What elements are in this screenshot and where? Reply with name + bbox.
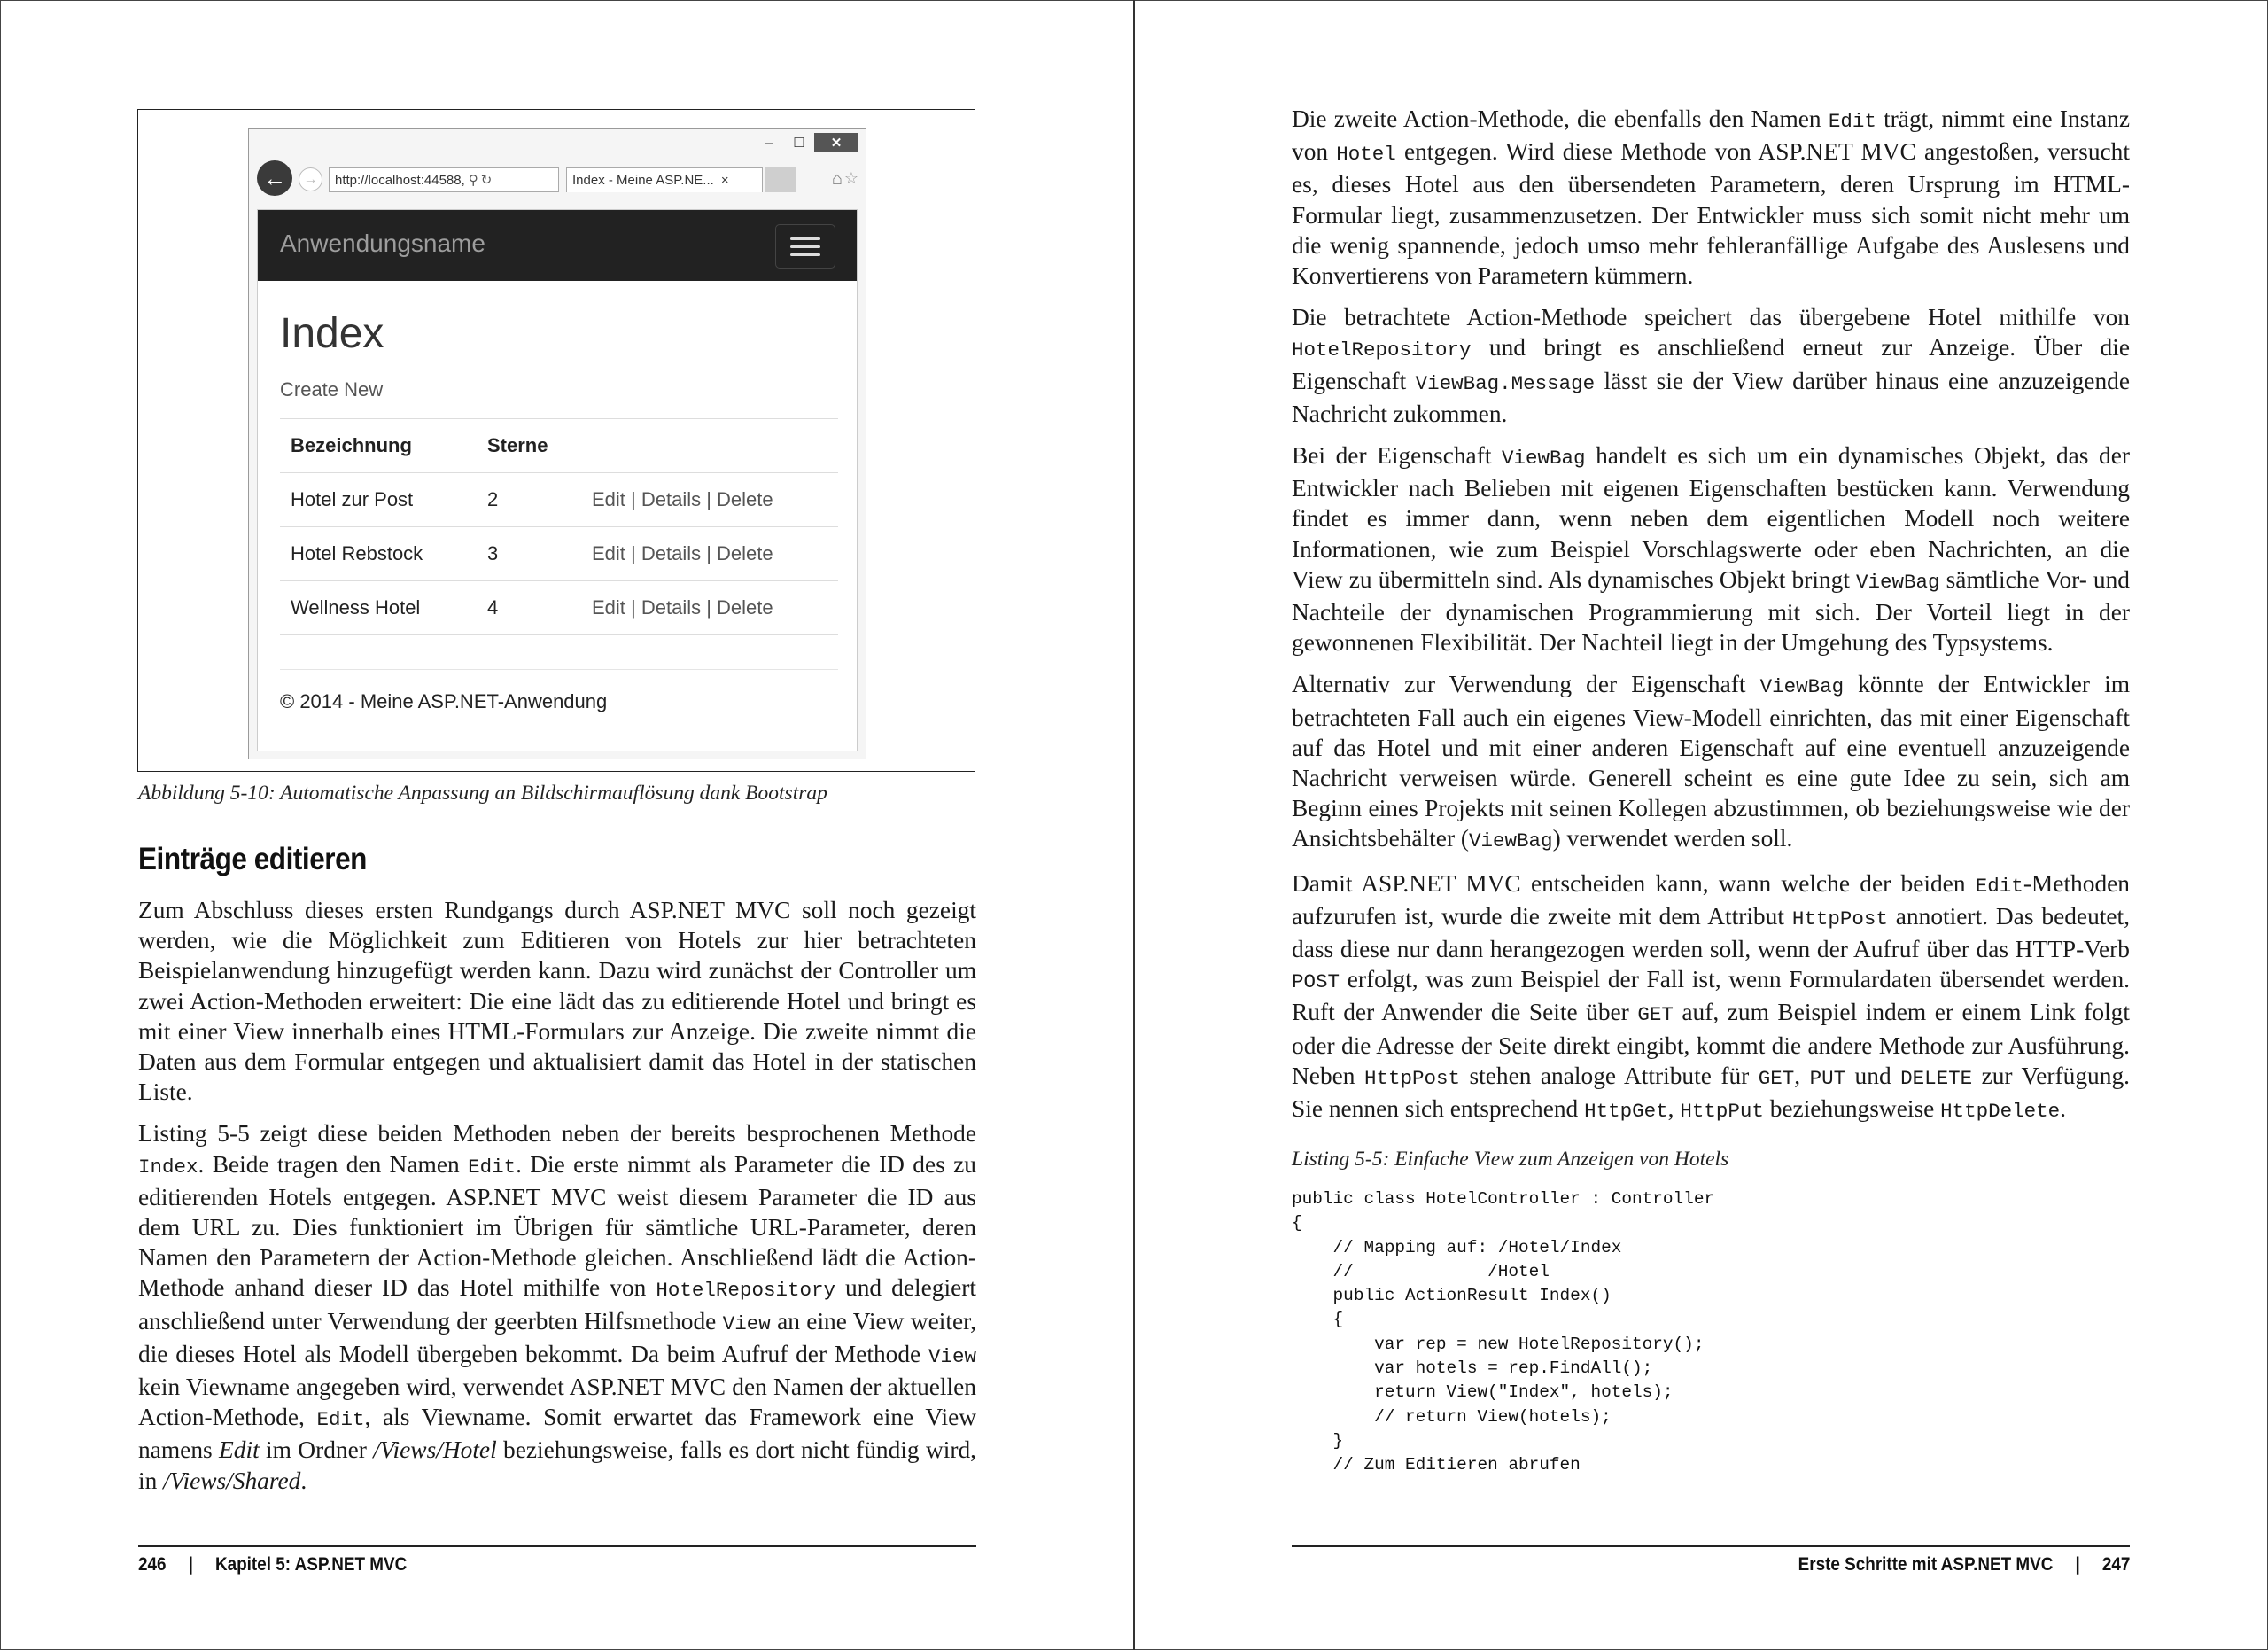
paragraph: Zum Abschluss dieses ersten Rundgangs durch ASP.NET MVC soll noch gezeigt werden, wie die Möglichkeit zum Editieren von Hotels zur hier betrachteten Beispielanwendung hinzugefügt werden kann. Dazu wird zunächst der Controller um zwei Action-Methoden erweitert: Die eine lädt das zu editierende Hotel und bringt es mit einer View innerhalb eines HTML-Formulars zur Anzeige. Die zweite nimmt die Daten aus dem Formular entgegen und aktualisiert damit das Hotel in der statischen Liste. xyxy=(138,897,976,1106)
paragraph: Alternativ zur Verwendung der Eigenschaft ViewBag könnte der Entwickler im betrachteten Fall auch ein eigenes View-Modell einrichten, das mit einer Eigenschaft auf das Hotel und mit einer anderen Eigenschaft auf eine eventuell anzuzeigende Nachricht verweisen würde. Generell scheint es eine gute Idee zu sein, sich am Beginn eines Projekts mit seinen Kollegen abzustimmen, ob beziehungsweise wie der Ansichtsbehälter (ViewBag) verwendet werden soll. xyxy=(1292,671,2131,853)
tab-close-icon: × xyxy=(720,173,729,188)
page-footer xyxy=(138,1554,407,1576)
hotel-name: Hotel zur Post xyxy=(291,488,414,510)
search-icon: ⚲ xyxy=(468,173,478,188)
paragraph: Bei der Eigenschaft ViewBag handelt es sich um ein dynamisches Objekt, das der Entwickler nach Belieben mit eigenen Eigenschaften bestücken kann. Verwendung findet es immer dann, wenn neben dem eigentlichen Modell noch weitere Informationen, wie zum Beispiel Vorschlagswerte oder eben Nachrichten, an die View zu übermitteln sind. Als dynamisches Objekt bringt ViewBag sämtliche Vor- und Nachteile der dynamischen Programmierung mit sich. Der Vorteil liegt in der gewonnenen Flexibilität. Der Nachteil liegt in der Umgehung des Typsystems. xyxy=(1292,442,2131,657)
browser-toolbar xyxy=(254,160,860,195)
table-row xyxy=(280,526,838,580)
right-page xyxy=(1135,0,2268,1650)
address-text: http://localhost:44588, xyxy=(335,172,465,188)
hotel-stars: 4 xyxy=(487,596,499,619)
row-actions: Edit | Details | Delete xyxy=(592,542,773,564)
page-footer xyxy=(1798,1554,2130,1576)
hotel-table xyxy=(280,418,838,667)
minimize-icon: – xyxy=(765,135,773,151)
page-heading: Index xyxy=(280,310,384,357)
code-listing: public class HotelController : Controller { // Mapping auf: /Hotel/Index // /Hotel public ActionResult Index() { var rep = new HotelRepository(); var hotels = rep.FindAll(); return View("Index", hotels); // return View(hotels); } // Zum Editieren abrufen xyxy=(1292,1189,1715,1475)
table-header-row xyxy=(280,418,838,472)
navbar xyxy=(258,210,857,281)
copyright-text: © 2014 - Meine ASP.NET-Anwendung xyxy=(280,690,608,712)
listing-caption: Listing 5-5: Einfache View zum Anzeigen von Hotels xyxy=(1292,1148,1729,1171)
footer-separator: | xyxy=(188,1554,193,1575)
footer-divider xyxy=(280,669,838,670)
row-actions: Edit | Details | Delete xyxy=(592,596,773,619)
address-bar xyxy=(329,167,559,192)
book-title: Erste Schritte mit ASP.NET MVC xyxy=(1798,1554,2054,1575)
forward-arrow-icon: → xyxy=(299,167,322,191)
figure-caption: Abbildung 5-10: Automatische Anpassung an Bildschirmauflösung dank Bootstrap xyxy=(138,782,827,805)
create-new-link: Create New xyxy=(280,378,384,401)
table-row xyxy=(280,472,838,526)
table-row xyxy=(280,580,838,634)
paragraph: Listing 5-5 zeigt diese beiden Methoden neben der bereits besprochenen Methode Index. Beide tragen den Namen Edit. Die erste nimmt als Parameter die ID des zu editierenden Hotels entgegen. ASP.NET MVC weist diesem Parameter die ID aus dem URL zu. Dies funktioniert im Übrigen für sämtliche URL-Parameter, deren Namen den Parametern der Action-Methode gleichen. Anschließend lädt die Action-Methode anhand dieser ID das Hotel mithilfe von HotelRepository und delegiert anschließend unter Verwendung der geerbten Hilfsmethode View an eine View weiter, die dieses Hotel als Modell übergeben bekommt. Da beim Aufruf der Methode View kein Viewname angegeben wird, verwendet ASP.NET MVC den Namen der aktuellen Action-Methode, Edit, als Viewname. Somit erwartet das Framework eine View namens Edit im Ordner /Views/Hotel beziehungsweise, falls es dort nicht fündig wird, in /Views/Shared. xyxy=(138,1120,977,1494)
left-page xyxy=(0,0,1133,1650)
section-heading: Einträge editieren xyxy=(138,842,367,876)
footer-rule xyxy=(1292,1545,2130,1547)
back-arrow-icon: ← xyxy=(257,160,292,196)
refresh-icon: ↻ xyxy=(480,173,493,188)
footer-separator: | xyxy=(2075,1554,2080,1575)
hotel-stars: 2 xyxy=(487,488,499,510)
paragraph: Damit ASP.NET MVC entscheiden kann, wann welche der beiden Edit-Methoden aufzurufen ist, wurde die zweite mit dem Attribut HttpPost annotiert. Das bedeutet, dass diese nur dann herangezogen werden soll, wenn der Aufruf über das HTTP-Verb POST erfolgt, was zum Beispiel der Fall ist, wenn Formulardaten übersendet werden. Ruft der Anwender die Seite über GET auf, zum Beispiel indem er einem Link folgt oder die Adresse der Seite direkt eingibt, kommt die andere Methode zur Ausführung. Neben HttpPost stehen analoge Attribute für GET, PUT und DELETE zur Verfügung. Sie nennen sich entsprechend HttpGet, HttpPut beziehungsweise HttpDelete. xyxy=(1292,869,2130,1124)
column-header: Sterne xyxy=(487,434,548,456)
browser-window xyxy=(248,128,866,759)
page-number: 247 xyxy=(2101,1554,2130,1575)
home-icon: ⌂ xyxy=(831,169,843,189)
new-tab-button xyxy=(765,167,796,192)
navbar-brand: Anwendungsname xyxy=(280,230,485,257)
browser-viewport xyxy=(257,209,858,751)
page-number: 246 xyxy=(138,1554,167,1575)
hotel-name: Hotel Rebstock xyxy=(291,542,423,564)
left-body-text xyxy=(138,895,976,1507)
right-body-text xyxy=(1292,104,2130,1138)
browser-tab xyxy=(566,167,763,192)
column-header: Bezeichnung xyxy=(291,434,412,456)
tab-title: Index - Meine ASP.NE... xyxy=(572,173,714,188)
maximize-icon: ☐ xyxy=(793,136,805,151)
hamburger-menu-icon xyxy=(775,224,835,269)
paragraph: Die zweite Action-Methode, die ebenfalls den Namen Edit trägt, nimmt eine Instanz von Hotel entgegen. Wird diese Methode von ASP.NET MVC angestoßen, versucht es, dieses Hotel aus den übersendeten Parametern, deren Ursprung im HTML-Formular liegt, zusammenzusetzen. Der Entwickler muss sich somit nicht mehr um die wenig spannende, jedoch umso mehr fehleranfällige Aufgabe des Auslesens und Konvertierens von Parametern kümmern. xyxy=(1292,105,2130,290)
close-icon: ✕ xyxy=(814,133,858,152)
hotel-stars: 3 xyxy=(487,542,499,564)
chapter-title: Kapitel 5: ASP.NET MVC xyxy=(214,1554,408,1575)
footer-rule xyxy=(138,1545,976,1547)
hotel-name: Wellness Hotel xyxy=(291,596,421,619)
favorites-icon: ☆ xyxy=(843,169,858,187)
table-bottom-border xyxy=(280,634,838,667)
row-actions: Edit | Details | Delete xyxy=(592,488,773,510)
paragraph: Die betrachtete Action-Methode speichert das übergebene Hotel mithilfe von HotelRepository und bringt es anschließend erneut zur Anzeige. Über die Eigenschaft ViewBag.Message lässt sie der View darüber hinaus eine anzuzeigende Nachricht zukommen. xyxy=(1292,304,2131,427)
figure-screenshot xyxy=(137,109,975,772)
window-controls xyxy=(754,132,858,153)
